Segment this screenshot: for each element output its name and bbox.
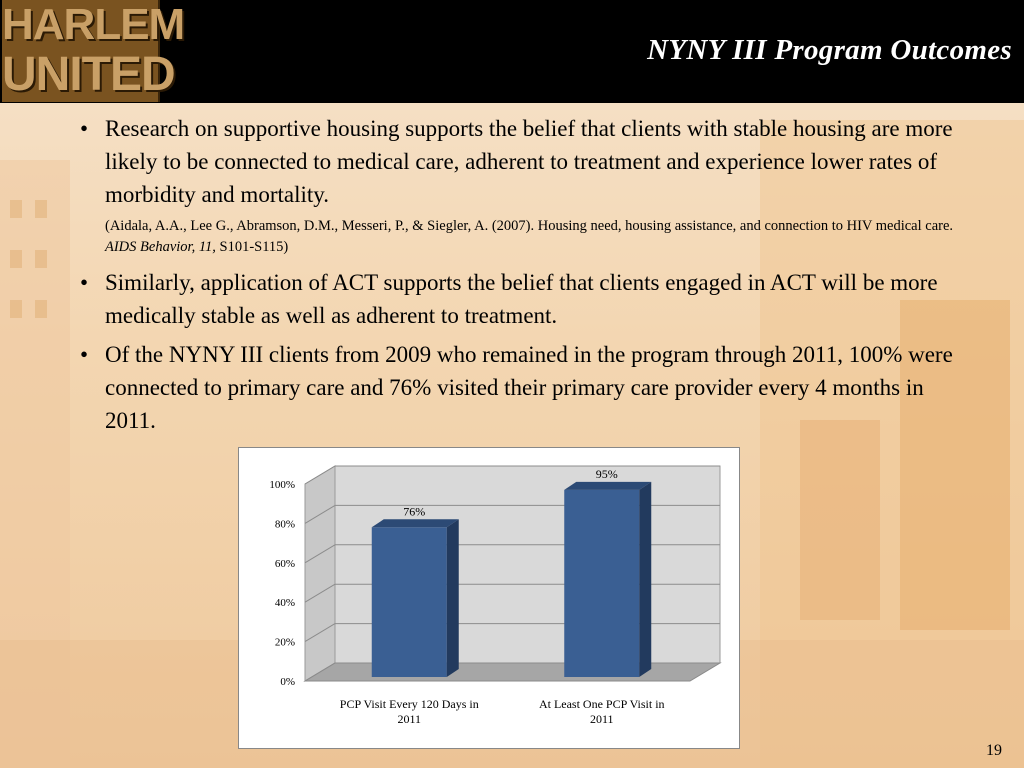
bar [372, 527, 447, 677]
bar [564, 490, 639, 677]
bar-side [447, 519, 459, 677]
bar-top [372, 519, 459, 527]
data-label: 95% [595, 466, 618, 481]
y-tick-label: 100% [269, 479, 295, 491]
x-tick-label: 2011 [397, 712, 422, 726]
page-number: 19 [986, 742, 1002, 759]
bar-top [564, 482, 651, 490]
bullet-item-2 [80, 266, 980, 332]
bullet-item-1 [80, 112, 980, 211]
bullet-marker: • [80, 116, 89, 141]
header-bar [0, 0, 1024, 103]
harlem-united-logo [2, 0, 185, 102]
bar-side [639, 482, 651, 677]
x-tick-label: 2011 [589, 712, 614, 726]
y-tick-label: 20% [274, 636, 295, 649]
citation-pages: S101-S115) [219, 239, 289, 255]
x-tick-label: PCP Visit Every 120 Days in [339, 697, 479, 711]
bullet-marker: • [80, 342, 89, 367]
y-tick-label: 0% [280, 676, 295, 688]
chart-canvas [239, 448, 739, 748]
logo-line-2: UNITED [2, 48, 175, 101]
bullet-text-2: Similarly, application of ACT supports the belief that clients engaged in ACT will be more medically stable as well as adherent to treatment. [105, 270, 938, 328]
citation [80, 216, 980, 258]
slide-title: NYNY III Program Outcomes [647, 34, 1012, 66]
y-tick-label: 40% [274, 597, 295, 610]
bullet-text-1: Research on supportive housing supports the belief that clients with stable housing are more likely to be connected to medical care, adherent to treatment and experience lower rates of morbidity and mortality. [105, 116, 953, 207]
y-tick-label: 80% [274, 518, 295, 531]
logo-line-1: HARLEM [2, 0, 185, 49]
citation-text: (Aidala, A.A., Lee G., Abramson, D.M., Messeri, P., & Siegler, A. (2007). Housing need, housing assistance, and connection to HIV medical care. [105, 218, 954, 234]
bullet-marker: • [80, 270, 89, 295]
chart-floor [305, 663, 720, 681]
data-label: 76% [403, 504, 426, 519]
citation-journal: AIDS Behavior, 11, [105, 239, 216, 255]
x-tick-label: At Least One PCP Visit in [538, 697, 665, 711]
bullet-list [80, 112, 980, 443]
bullet-text-3: Of the NYNY III clients from 2009 who remained in the program through 2011, 100% were connected to primary care and 76% visited their primary care provider every 4 months in 2011. [105, 342, 953, 433]
chart-side-wall [305, 466, 335, 681]
y-tick-label: 60% [274, 557, 295, 570]
bar-chart [238, 447, 740, 749]
bullet-item-3 [80, 338, 980, 437]
